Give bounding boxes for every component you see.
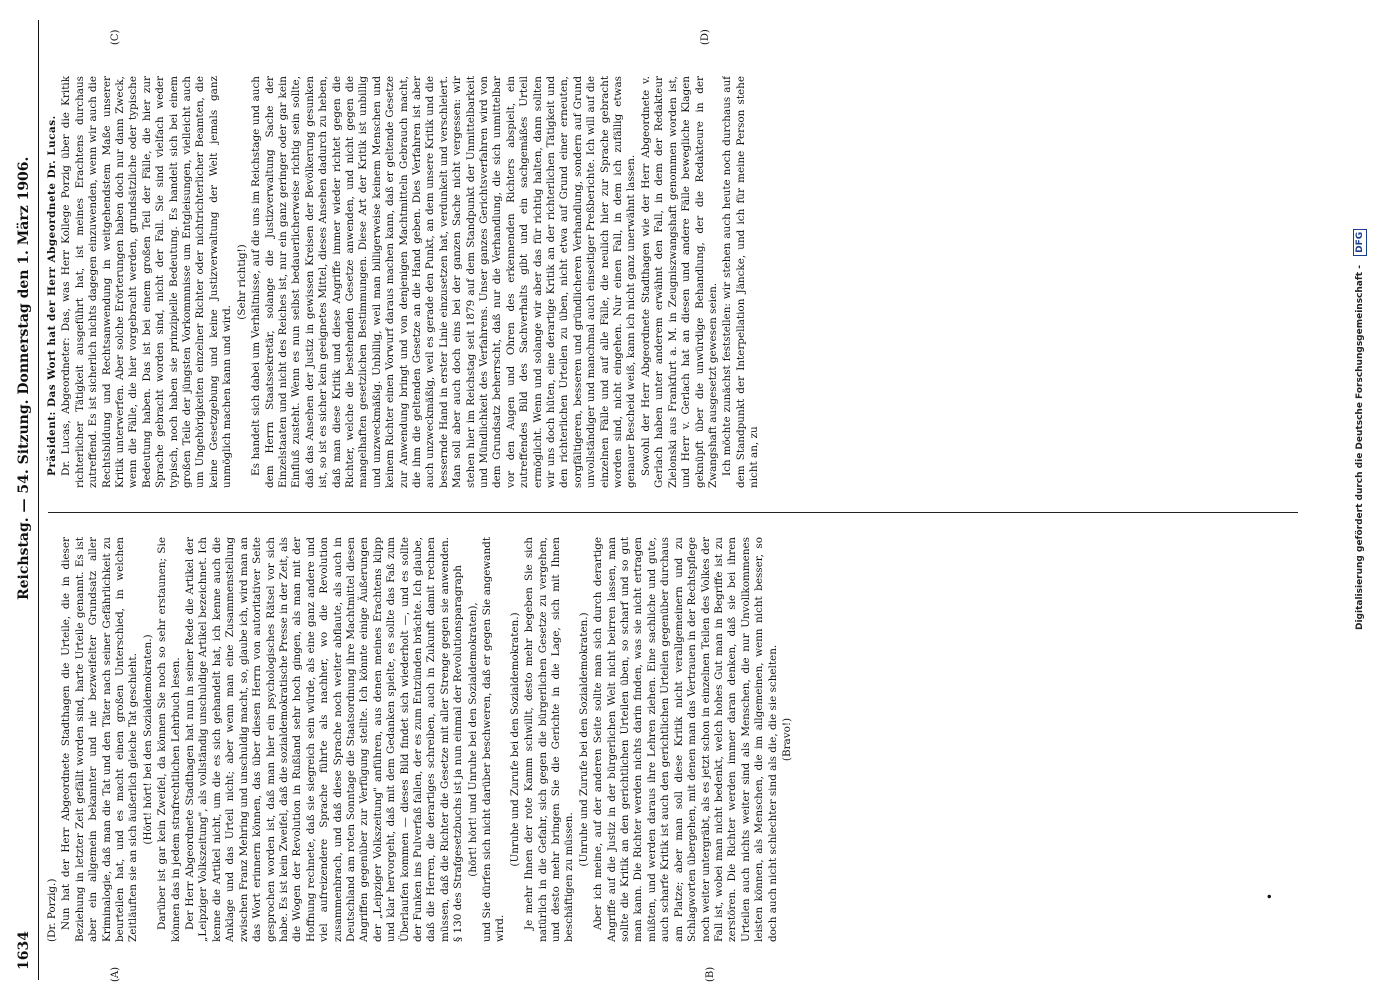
paragraph: Darüber ist gar kein Zweifel, da können Sie noch so sehr erstaunen; Sie können das in jedem strafrechtlichen Lehrbuch lesen. <box>156 537 182 942</box>
paragraph: Je mehr Ihnen der rote Kamm schwillt, desto mehr begeben Sie sich natürlich in die Gefahr, sich gegen die bürgerlichen Gesetze zu vergehen, und desto mehr bringen Sie die Gerichte in die Lage, sich mit Ihnen beschäftigen zu müssen. <box>523 537 576 942</box>
interjection: (hört! hört! und Unruhe bei den Sozialdemokraten), <box>466 602 479 877</box>
interjection: (Sehr richtig!) <box>235 244 248 320</box>
margin-letter-d: (D) <box>700 29 711 45</box>
margin-letter-c: (C) <box>110 29 121 45</box>
paragraph: Ich möchte zunächst feststellen: wir stehen auch heute noch durchaus auf dem Standpunkt der Interpellation Jäncke, und ich für meine Person stehe nicht an, zu <box>721 76 761 488</box>
left-column <box>46 537 1301 942</box>
right-column <box>46 76 1301 488</box>
speaker-continuation: (Dr. Porzig.) <box>46 878 58 942</box>
paragraph: Sowohl der Herr Abgeordnete Stadthagen wie der Herr Abgeordnete v. Gerlach haben unter anderem erwähnt den Fall, in dem der Redakteur Zielonski aus Frankfurt a. M. in Zeugniszwangshaft genommen worden ist, und Herr v. Gerlach hat an diesen und andere Fälle bewegliche Klagen geknüpft über die unwürdige Behandlung, der die Redakteure in der Zwangshaft ausgesetzt gewesen seien. <box>639 76 719 488</box>
margin-bullet: • <box>1263 892 1277 900</box>
dfg-logo: DFG <box>1353 229 1367 256</box>
paragraph: Dr. Lucas, Abgeordneter: Das, was Herr Kollege Porzig über die Kritik richterlicher Tätigkeit ausgeführt hat, ist meines Erachtens durchaus zutreffend. Es ist sicherlich nichts dagegen einzuwenden, wenn wir auch die Rechtsbildung und Rechtsanwendung in weitgehendstem Maße unserer Kritik unterwerfen. Aber solche Erörterungen haben doch nur dann Zweck, wenn die Fälle, die hier vorgebracht werden, grundsätzliche oder typische Bedeutung haben. Das ist bei einem großen Teil der Fälle, die hier zur Sprache gebracht worden sind, nicht der Fall. Sie sind vielfach weder typisch, noch haben sie prinzipielle Bedeutung. Es handelt sich bei einem großen Teile der jüngsten Vorkommnisse um Entgleisungen, vielleicht auch um Ungehörigkeiten einzelner Richter oder nichtrichterlicher Beamten, die keine Gesetzgebung und keine Justizverwaltung der Welt jemals ganz unmöglich machen kann und wird. <box>60 76 234 488</box>
credit-text: Digitalisierung gefördert durch die Deutsche Forschungsgemeinschaft - <box>1355 265 1365 630</box>
page-header <box>8 20 38 980</box>
column-divider <box>48 512 1298 513</box>
paragraph: Es handelt sich dabei um Verhältnisse, auf die uns im Reichstage und auch dem Herrn Staatssekretär, solange die Justizverwaltung Sache der Einzelstaaten und nicht des Reiches ist, nur ein ganz geringer oder gar kein Einfluß zusteht. Wenn es nun selbst bedauerlicherweise richtig sein sollte, daß das Ansehen der Justiz in gewissen Kreisen der Bevölkerung gesunken ist, so ist es sicher kein geeignetes Mittel, dieses Ansehen dadurch zu heben, daß man diese Kritik und diese Angriffe immer wieder richtet gegen die Richter, welche die bestehenden Gesetze anwenden, und nicht gegen die mangelhaften gesetzlichen Bestimmungen. Diese Art der Kritik ist unbillig und unzweckmäßig. Unbillig, weil man billigerweise keinem Menschen und keinem Richter einen Vorwurf daraus machen kann, daß er geltende Gesetze zur Anwendung bringt und von denjenigen Machtmitteln Gebrauch macht, die ihm die geltenden Gesetze an die Hand geben. Dies Verfahren ist aber auch unzweckmäßig, weil es gerade den Punkt, an dem unsere Kritik und die bessernde Hand in erster Linie einzusetzen hat, verdunkelt und verschleiert. Man soll aber auch doch eins bei der ganzen Sache nicht vergessen: wir stehen hier im Reichstag seit 1879 auf dem Standpunkt der Unmittelbarkeit und Mündlichkeit des Verfahrens. Unser ganzes Gerichtsverfahren wird von dem Grundsatz beherrscht, daß nur die Verhandlung, die sich unmittelbar vor den Augen und Ohren des erkennenden Richters abspielt, ein zutreffendes Bild des Sachverhalts gibt und ein sachgemäßes Urteil ermöglicht. Wenn und solange wir aber das für richtig halten, dann sollten wir uns doch hüten, eine derartige Kritik an der richterlichen Tätigkeit und den richterlichen Urteilen zu üben, nicht etwa auf Grund einer erneuten, sorgfältigeren, besseren und gründlicheren Verhandlung, sondern auf Grund unvollständiger und manchmal auch einseitiger Preßberichte. Ich will auf die einzelnen Fälle und auf alle Fälle, die neulich hier zur Sprache gebracht worden sind, nicht eingehen. Nur einen Fall, in dem ich zufällig etwas genauer Bescheid weiß, kann ich nicht ganz unerwähnt lassen. <box>250 76 638 488</box>
digitization-credit <box>1353 10 1375 630</box>
president-statement: Präsident: Das Wort hat der Herr Abgeordnete Dr. Lucas. <box>46 115 58 476</box>
margin-letter-a: (A) <box>110 966 121 982</box>
paragraph: und Sie dürfen sich nicht darüber beschweren, daß er gegen Sie angewandt wird. <box>481 537 507 942</box>
applause: (Bravo!) <box>780 717 793 762</box>
paragraph: Nun hat der Herr Abgeordnete Stadthagen die Urteile, die in dieser Beziehung in letzter Zeit gefällt worden sind, harte Urteile genannt. Es ist aber ein allgemein bekannter und nie bezweifelter Grundsatz aller Kriminalogie, daß man die Tat und den Täter nach seiner Gefährlichkeit zu beurteilen hat, und es macht einen großen Unterschied, in welchen Zeitläuften sie an sich äußerlich gleiche Tat geschieht. <box>60 537 140 942</box>
paragraph: Aber ich meine, auf der anderen Seite sollte man sich durch derartige Angriffe auf die Justiz in der bürgerlichen Welt nicht beirren lassen, man sollte die Kritik an den gerichtlichen Urteilen üben, so scharf und so gut man kann. Die Richter werden nichts darin finden, was sie nicht ertragen müßten, und werden daraus ihre Lehren ziehen. Eine sachliche und gute, auch scharfe Kritik ist auch den gerichtlichen Urteilen gegenüber durchaus am Platze; aber man soll diese Kritik nicht verallgemeinern und zu Schlagworten übergehen, mit denen man das Vertrauen in der Rechtspflege noch weiter untergräbt, als es jetzt schon in einzelnen Teilen des Volkes der Fall ist, wobei man nicht bedenkt, welch hohes Gut man in Begriffe ist zu zerstören. Die Richter werden immer daran denken, daß sie bei ihren Urteilen auch nichts weiter sind als Menschen, die nur Unvollkommenes leisten können, als Menschen, die im allgemeinen, wenn nicht besser, so doch auch nicht schlechter sind als die, die sie schelten. <box>592 537 779 942</box>
running-title: Reichstag. — 54. Sitzung. Donnerstag den 1. März 1906. <box>16 156 32 600</box>
paragraph: Der Herr Abgeordnete Stadthagen hat nun in seiner Rede die Artikel der „Leipziger Volkszeitung", als vollständig unschuldige Artikel bezeichnet. Ich kenne die Artikel nicht, um die es sich gehandelt hat, ich kenne auch die Anklage und das Urteil nicht; aber wenn man eine Zusammenstellung zwischen Franz Mehring und unschuldig macht, so, glaube ich, wird man an das Wort erinnern können, das über diesen Herrn von autoritativer Seite gesprochen worden ist, daß man hier ein psychologisches Rätsel vor sich habe. Es ist kein Zweifel, daß die sozialdemokratische Presse in der Zeit, als die Wogen der Revolution in Rußland sehr hoch gingen, als man mit der Hoffnung rechnete, daß sie siegreich sein würde, als eine ganz andere und viel aufreizendere Sprache führte als nachher, wo die Revolution zusammenbrach, und daß diese Sprache noch weiter abflaute, als auch in Deutschland am roten Sonntage die Staatsordnung ihre Machtmittel diesen Angriffen gegenüber zur Verfügung stellte. Ich könnte einige Äußerungen der „Leipziger Volkszeitung" anführen, aus denen meines Erachtens klipp und klar hervorgeht, daß mit dem Gedanken spielte, es sollte das Faß zum Überlaufen kommen — dieses Bild findet sich wiederholt —, und es sollte der Funken ins Pulverfaß fallen, der es zum Entzünden brächte. Ich glaube, daß die Herren, die derartiges schreiben, auch in Zukunft damit rechnen müssen, daß die Richter die Gesetze mit aller Strenge gegen sie anwenden. § 130 des Strafgesetzbuchs ist ja nun einmal der Revolutionsparagraph <box>184 537 465 942</box>
interjection: (Hört! hört! bei den Sozialdemokraten.) <box>141 634 154 845</box>
margin-letter-b: (B) <box>705 966 716 982</box>
interjection: (Unruhe und Zurufe bei den Sozialdemokraten.) <box>577 612 590 867</box>
header-rule <box>38 20 39 980</box>
interjection: (Unruhe und Zurufe bei den Sozialdemokraten.) <box>508 612 521 867</box>
page-number: 1634 <box>16 931 32 970</box>
